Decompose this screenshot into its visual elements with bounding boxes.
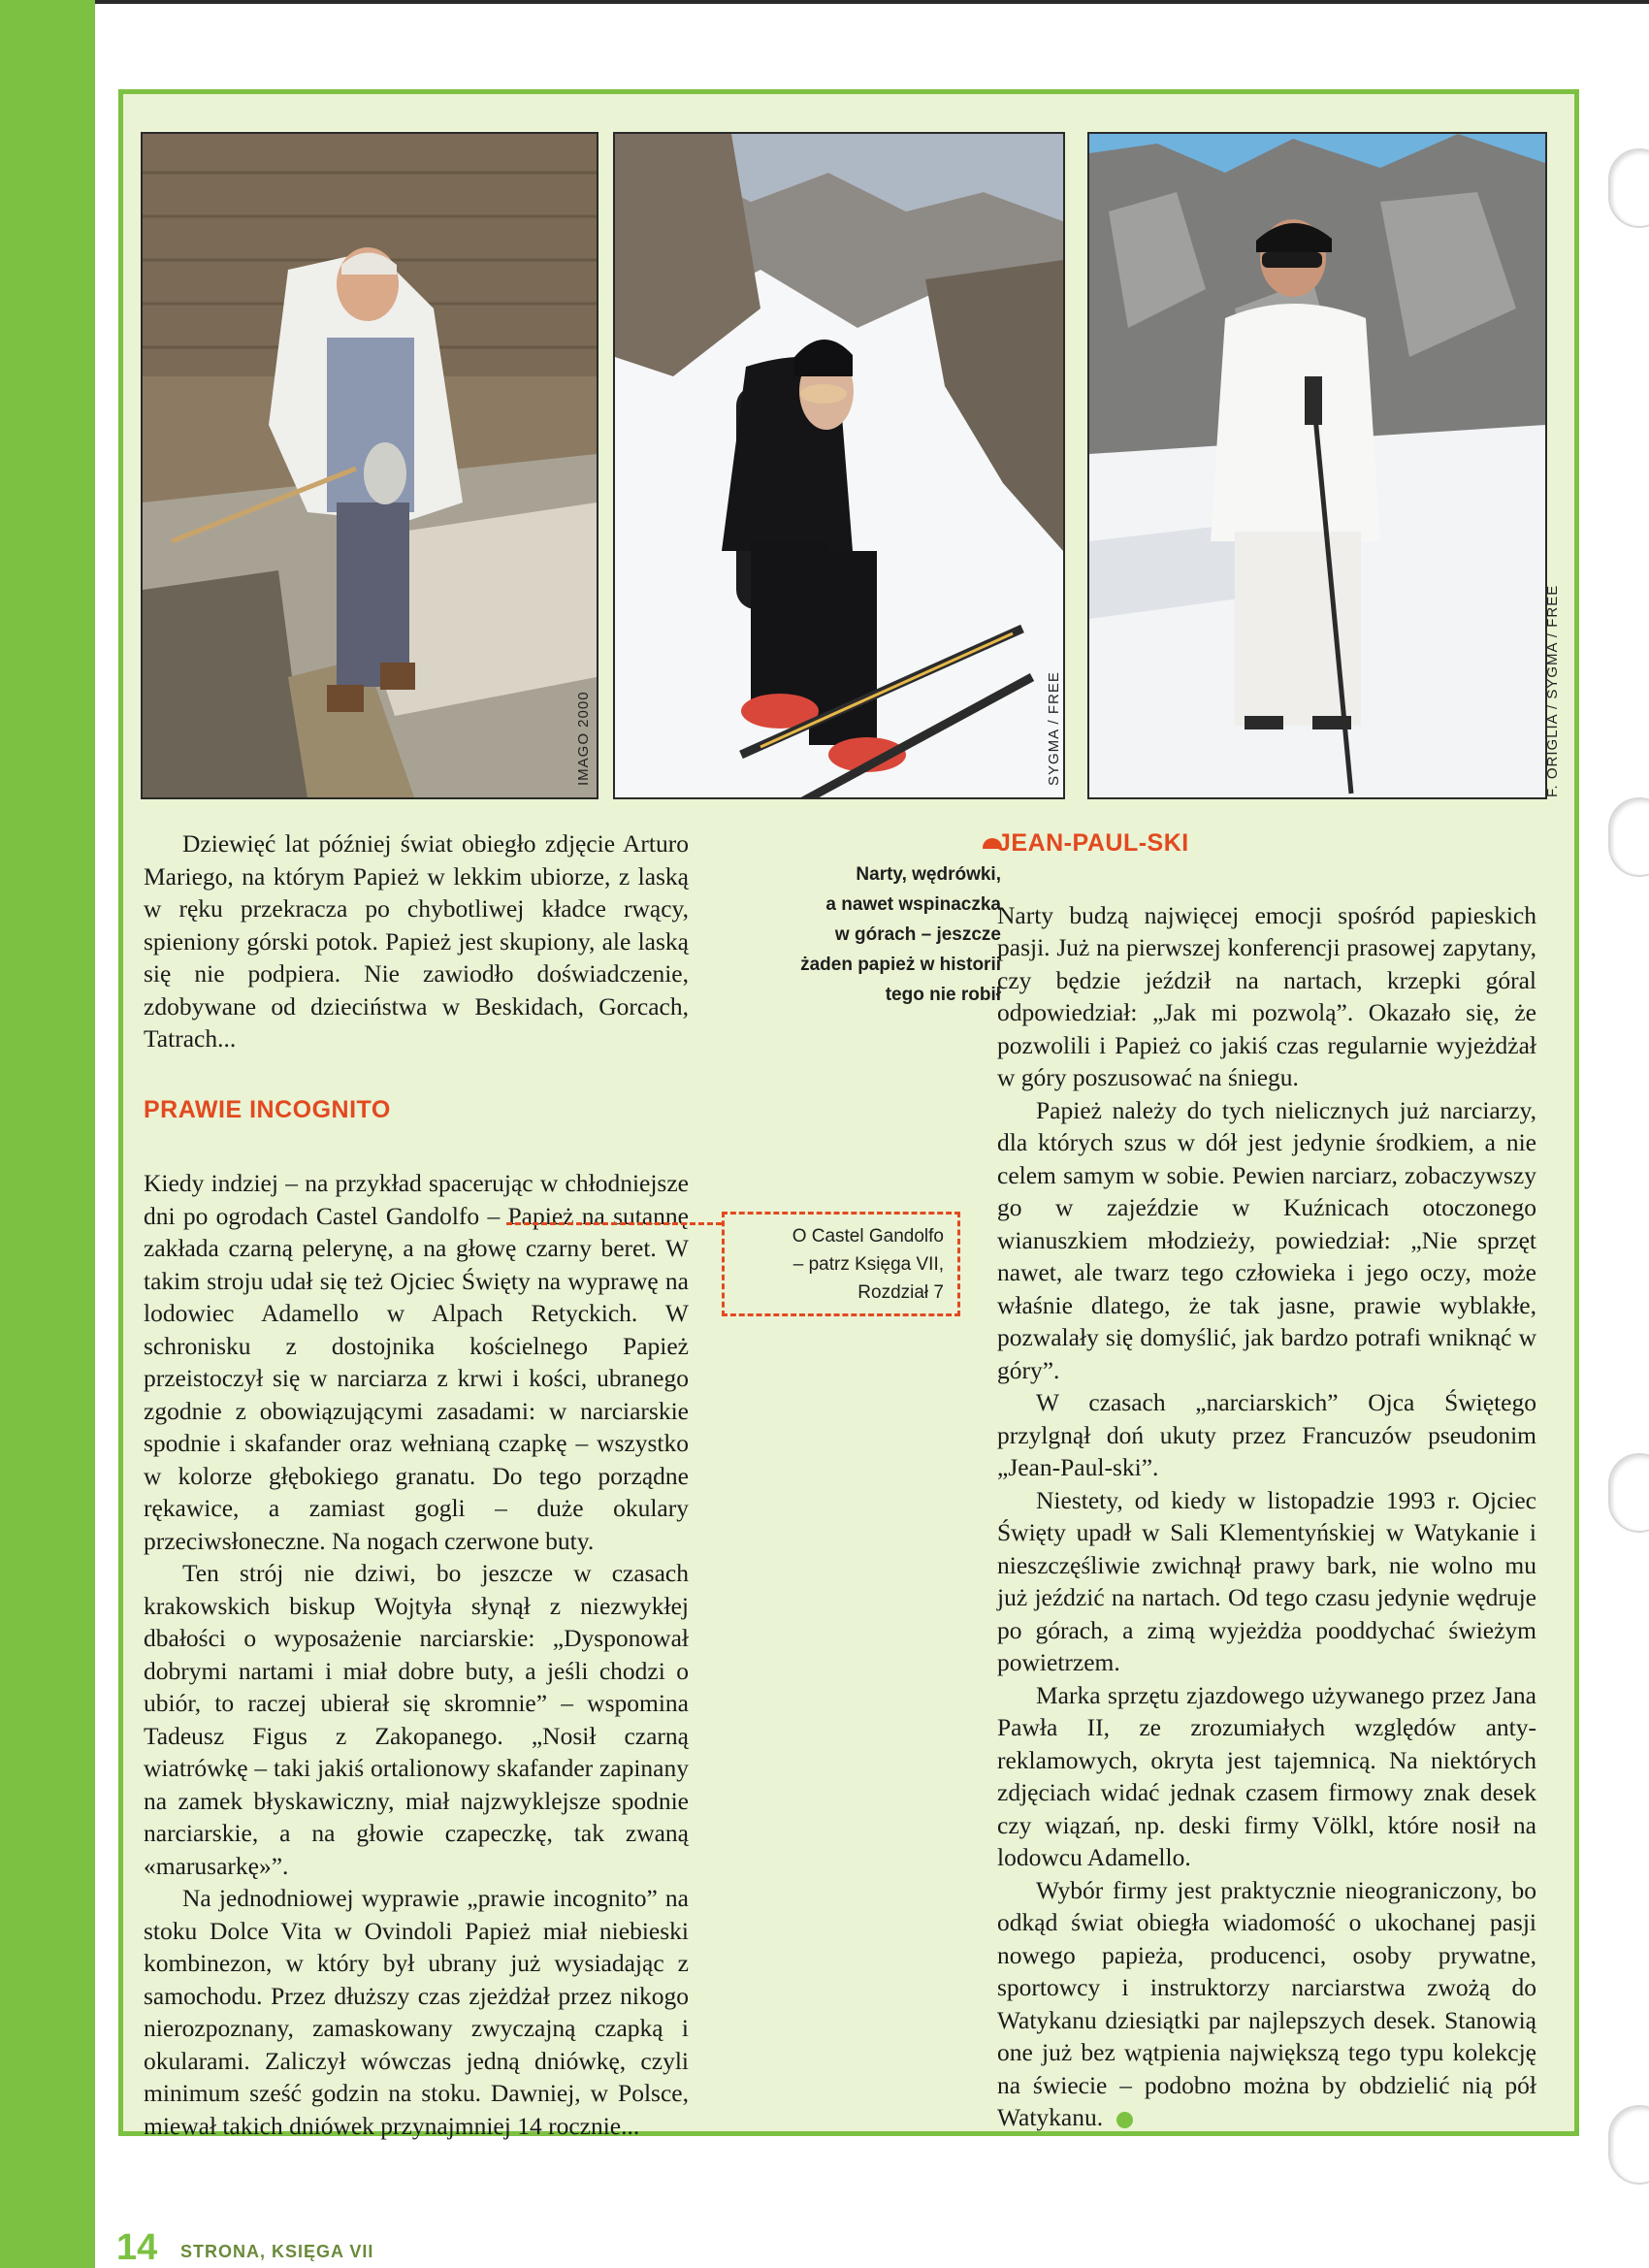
- photo-skier-black: [613, 132, 1065, 799]
- photo-credit: IMAGO 2000: [575, 691, 592, 786]
- body-paragraph: [997, 1874, 1536, 2134]
- page-number: 14: [116, 2227, 158, 2268]
- reference-line: O Castel Gandolfo: [792, 1226, 944, 1247]
- photo-glacier-white: [1087, 132, 1547, 799]
- reference-line: Rozdział 7: [857, 1282, 944, 1303]
- binder-hole: [1608, 148, 1649, 228]
- caption-line: w górach – jeszcze: [834, 924, 1001, 945]
- section-heading: JEAN-PAUL-SKI: [997, 829, 1189, 857]
- top-edge-line: [95, 0, 1649, 4]
- caption-line: tego nie robił: [885, 985, 1001, 1005]
- photo-credit: SYGMA / FREE: [1046, 671, 1062, 786]
- body-paragraph: Niestety, od kiedy w listopadzie 1993 r. Ojciec Święty upadł w Sali Klementyńskiej w Watykanie i nieszczęśliwie zwichnął prawy bark, nie wolno mu już jeździć na nartach. Od tego czasu jedynie wędruje po górach, a zimą wyjeżdża pooddychać świeżym powietrzem.: [997, 1485, 1536, 1676]
- photo-stream-crossing: [141, 132, 598, 799]
- binder-hole: [1608, 2105, 1649, 2185]
- intro-paragraph: Dziewięć lat później świat obiegło zdjęcie Arturo Mariego, na którym Papież w lekkim ubiorze, z laską w ręku przekracza po chybotliwej kładce rwący, spieniony górski potok. Papież jest skupiony, ale laską się nie podpiera. Nie zawiodło doświadczenie, zdobywane od dzieciństwa w Beskidach, Gorcach, Tatrach...: [144, 829, 689, 1053]
- reference-box: [722, 1212, 960, 1316]
- binder-hole: [1608, 1453, 1649, 1533]
- left-color-band: [0, 0, 95, 2268]
- end-of-article-dot: [1116, 2112, 1133, 2128]
- section-heading: PRAWIE INCOGNITO: [144, 1095, 391, 1123]
- body-paragraph: Papież należy do tych nielicznych już narciarzy, dla których szus w dół jest jedynie środkiem, a nie celem samym w sobie. Pewien narciarz, zobaczywszy go w zajeździe w Kuźnicach otoczonego wianuszkiem młodzieży, powiedział: „Nie sprzęt nawet, ale twarz tego człowieka i jego oczy, może właśnie dlatego, że tak jasne, prawie wyblakłe, pozwalały się domyślić, jak bardzo potrafi wniknąć w góry”.: [997, 1095, 1536, 1384]
- body-text: Wybór firmy jest praktycznie nieograniczony, bo odkąd świat obiegła wiadomość o ukochanej pasji nowego papieża, producenci, osoby prywatne, sportowcy i instruktorzy narciarstwa zwożą do Watykanu dziesiątki par najlepszych desek. Stanowią one już bez wątpienia największą tego typu kolekcję na świecie – podobno można by obdzielić nią pół Watykanu.: [997, 1875, 1536, 2131]
- caption-line: a nawet wspinaczka: [825, 894, 1001, 915]
- caption-line: Narty, wędrówki,: [856, 864, 1001, 885]
- reference-line: – patrz Księga VII,: [792, 1254, 944, 1275]
- body-paragraph: Na jednodniowej wyprawie „prawie incognito” na stoku Dolce Vita w Ovindoli Papież miał niebieski kombinezon, w który był ubrany już wysiadając z samochodu. Przez dłuższy czas zjeżdżał przez nikogo nierozpoznany, zamaskowany zwyczajną czapką i okularami. Zaliczył wówczas jedną dniówkę, czyli minimum sześć godzin na stoku. Dawniej, w Polsce, miewał takich dniówek przynajmniej 14 rocznie...: [144, 1884, 689, 2140]
- caption-line: żaden papież w historii: [800, 955, 1001, 975]
- body-paragraph: Narty budzą najwięcej emocji spośród papieskich pasji. Już na pierwszej konferencji prasowej zapytany, czy będzie jeździł na nartach, krzepki góral odpowiedział: „Jak mi pozwolą”. Okazało się, że pozwolili i Papież co jakiś czas regularnie wyjeżdżał w góry poszusować na śniegu.: [997, 900, 1536, 1091]
- body-paragraph: Ten strój nie dziwi, bo jeszcze w czasach krakowskich biskup Wojtyła słynął z niezwykłej dbałości o wyposażenie narciarskie: „Dysponował dobrymi nartami i miał dobre buty, a jeśli chodzi o ubiór, to raczej ubierał się skromnie” – wspomina Tadeusz Figus z Zakopanego. „Nosił czarną wiatrówkę – taki jakiś ortalionowy skafander zapinany na zamek błyskawiczny, miał najzwyklejsze spodnie narciarskie, a na głowie czapeczkę, tak zwaną «marusarkę»”.: [144, 1559, 689, 1880]
- right-column: [997, 827, 1536, 2134]
- body-paragraph: Marka sprzętu zjazdowego używanego przez Jana Pawła II, ze zrozumiałych względów anty-reklamowych, okryta jest tajemnicą. Na niektórych zdjęciach widać jednak czasem firmowy znak desek czy wiązań, np. deski firmy Völkl, które nosił na lodowcu Adamello.: [997, 1680, 1536, 1871]
- photo-caption: [720, 859, 1001, 1010]
- reference-connector: [506, 1222, 722, 1225]
- binder-hole: [1608, 797, 1649, 877]
- body-paragraph: W czasach „narciarskich” Ojca Świętego przylgnął doń ukuty przez Francuzów pseudonim „Jean-Paul-ski”.: [997, 1388, 1536, 1481]
- body-paragraph: Kiedy indziej – na przykład spacerując w chłodniejsze dni po ogrodach Castel Gandolfo – Papież na sutannę zakłada czarną pelerynę, a na głowę czarny beret. W takim stroju udał się też Ojciec Święty na wyprawę na lodowiec Adamello w Alpach Retyckich. W schronisku z dostojnika kościelnego Papież przeistoczył się w narciarza z krwi i kości, ubranego zgodnie z obowiązującymi zasadami: w narciarskie spodnie i skafander oraz wełnianą czapkę – wszystko w kolorze głębokiego granatu. Do tego porządne rękawice, a zamiast gogli – duże okulary przeciwsłoneczne. Na nogach czerwone buty.: [144, 1169, 689, 1555]
- left-column: [144, 827, 689, 2142]
- photo-credit: F. ORIGLIA / SYGMA / FREE: [1544, 584, 1561, 797]
- section-label: STRONA, KSIĘGA VII: [180, 2242, 374, 2261]
